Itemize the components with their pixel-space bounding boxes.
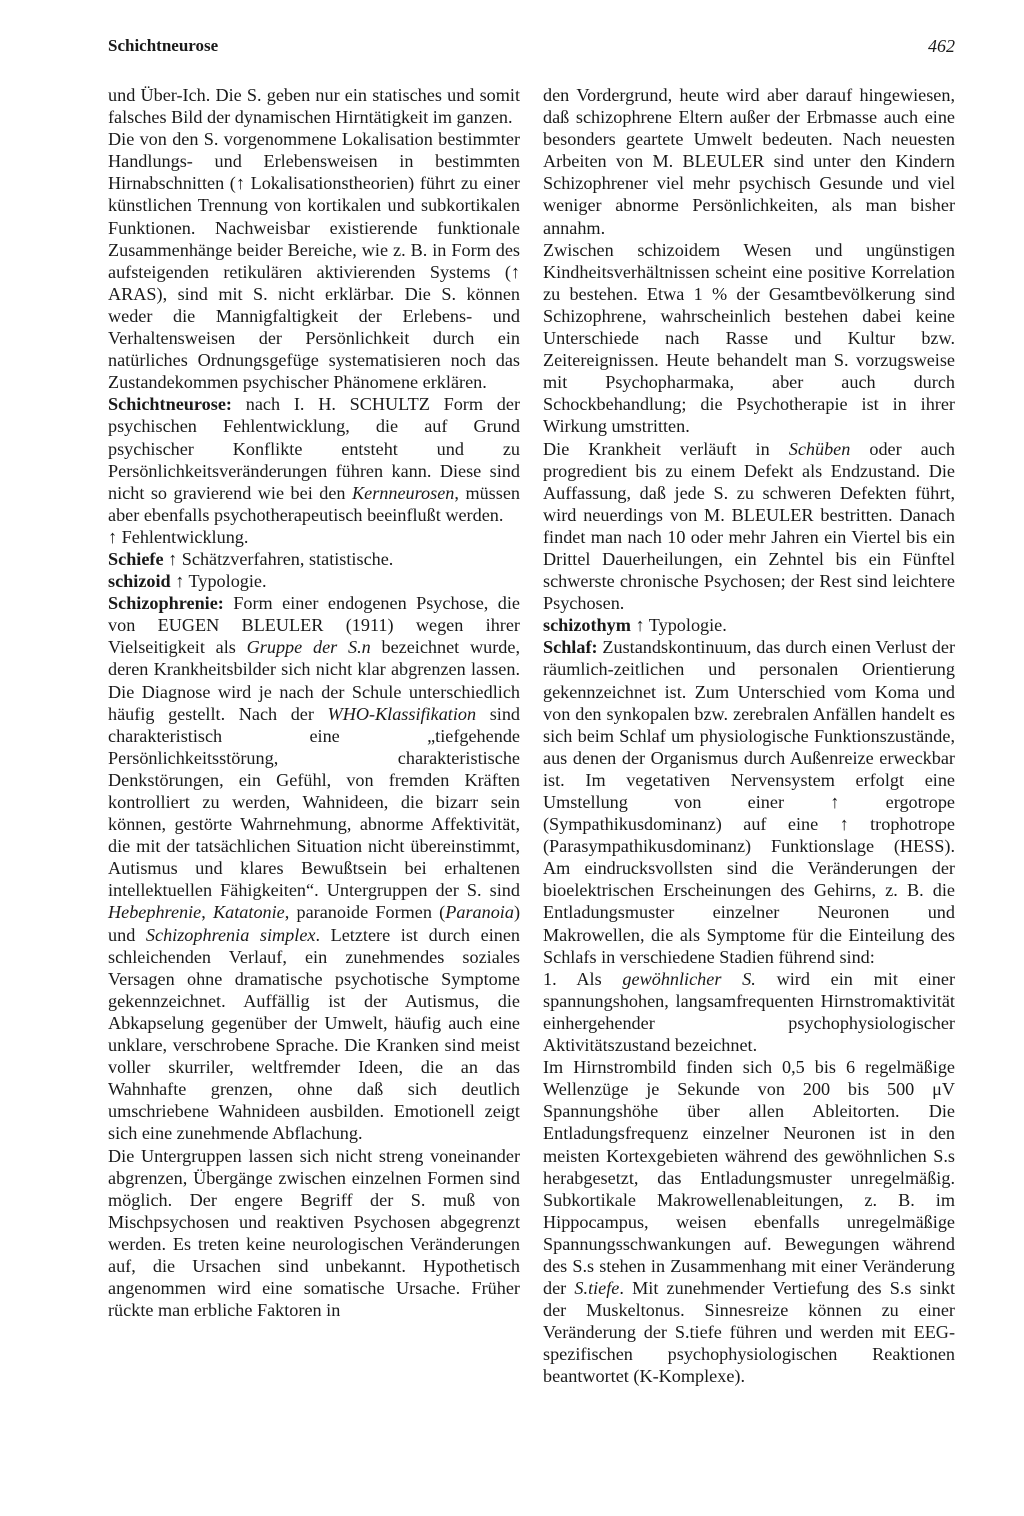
right-column (543, 84, 955, 1388)
entry-schlaf: Schlaf: Zustandskontinuum, das durch einen Verlust der räumlich-zeitlichen und personalen Orientierung gekennzeichnet ist. Zum Unterschied vom Koma und von den synkopalen bzw. zerebralen Anfällen handelt es sich beim Schlaf um physiologische Funktionszustände, aus denen der Organismus durch Außenreize erweckbar ist. Im vegetativen Nervensystem erfolgt eine Umstellung von einer ↑ ergotrope (Sympathikusdominanz) auf eine ↑ trophotrope (Parasympathikusdominanz) Funktionslage (HESS). Am eindrucksvollsten sind die Veränderungen der bioelektrischen Erscheinungen des Gehirns, z. B. die Entladungsmuster einzelner Neuronen und Makrowellen, die als Symptome für die Einteilung des Schlafs in verschiedene Stadien führend sind: (543, 637, 955, 967)
numbered-item: 1. Als gewöhnlicher S. wird ein mit einer spannungshohen, langsamfrequenten Hirnstromaktivität einhergehender psychophysiologischer Aktivitätszustand bezeichnet. (543, 968, 956, 1056)
entry-term: Schizophrenie: (108, 593, 224, 614)
entry-term: schizoid (108, 571, 171, 592)
paragraph: Die Krankheit verläuft in Schüben oder auch progredient bis zu einem Defekt als Endzustand. Die Auffassung, daß jede S. zu schweren Defekten führt, wird neuerdings von M. BLEULER bestritten. Danach findet man nach 10 oder mehr Jahren ein Viertel bis ein Drittel Dauerheilungen, ein Zehntel bis ein Fünftel schwerste chronische Psychosen; der Rest sind leichtere Psychosen. (543, 438, 956, 614)
cross-reference: ↑ Fehlentwicklung. (108, 526, 249, 547)
entry-schizophrenie: Schizophrenie: Form einer endogenen Psychose, die von EUGEN BLEULER (1911) wegen ihrer Vielseitigkeit als Gruppe der S.n bezeichnet wurde, deren Krankheitsbilder sich nicht klar abgrenzen lassen. Die Diagnose wird je nach der Schule unterschiedlich häufig gestellt. Nach der WHO-Klassifikation sind charakteristisch eine „tiefgehende Persönlichkeitsstörung, charakteristische Denkstörungen, ein Gefühl, von fremden Kräften kontrolliert zu werden, Wahnideen, die bizarr sein können, gestörte Wahrnehmung, abnorme Affektivität, die mit der tatsächlichen Situation nicht übereinstimmt, Autismus und klares Bewußtsein bei erhaltenen intellektuellen Fähigkeiten“. Untergruppen der S. sind Hebephrenie, Katatonie, paranoide Formen (Paranoia) und Schizophrenia simplex. Letztere ist durch einen schleichenden Verlauf, ein zunehmendes soziales Versagen ohne dramatische psychotische Symptome gekennzeichnet. Auffällig ist der Autismus, die Abkapselung gegenüber der Umwelt, häufig auch eine unklare, verschrobene Sprache. Die Kranken sind meist voller skurriler, weltfremder Ideen, die an das Wahnhafte grenzen, ohne daß sich deutlich umschriebene Wahnideen ausbilden. Emotionell zeigt sich eine zunehmende Abflachung. (108, 593, 521, 1144)
paragraph: Zwischen schizoidem Wesen und ungünstigen Kindheitsverhältnissen scheint eine positive Korrelation zu bestehen. Etwa 1 % der Gesamtbevölkerung sind Schizophrene, wahrscheinlich bestehen dabei keine Unterschiede nach Rasse und Kultur bzw. Zeitereignissen. Heute behandelt man S. vorzugsweise mit Psychopharmaka, aber auch durch Schockbehandlung; die Psychotherapie ist in ihrer Wirkung umstritten. (543, 239, 955, 437)
paragraph: Die Untergruppen lassen sich nicht streng voneinander abgrenzen, Übergänge zwischen einzelnen Formen sind möglich. Der engere Begriff der S. muß von Mischpsychosen und reaktiven Psychosen abgegrenzt werden. Es treten keine neurologischen Veränderungen auf, die Ursachen sind unbekannt. Hypothetisch angenommen wird eine somatische Ursache. Früher rückte man erbliche Faktoren in (108, 1145, 520, 1321)
page-number: 462 (928, 36, 955, 56)
entry-term: Schiefe (108, 548, 164, 569)
entry-schizoid: schizoid ↑ Typologie. (108, 571, 267, 592)
running-head: Schichtneurose (108, 36, 219, 55)
entry-term: Schlaf: (543, 637, 598, 658)
paragraph: den Vordergrund, heute wird aber darauf hingewiesen, daß schizophrene Eltern außer der Erbmasse auch eine besonders geartete Umwelt bedeuten. Nach neuesten Arbeiten von M. BLEULER sind unter den Kindern Schizophrener viel mehr psychisch Gesunde und viel weniger abnorme Persönlichkeiten, als man bisher annahm. (543, 85, 955, 238)
paragraph: Die von den S. vorgenommene Lokalisation bestimmter Handlungs- und Erlebensweisen in bestimmten Hirnabschnitten (↑ Lokalisationstheorien) führt zu einer künstlichen Trennung von kortikalen und subkortikalen Funktionen. Nachweisbar existierende funktionale Zusammenhänge beider Bereiche, wie z. B. in Form des aufsteigenden retikulären aktivierenden Systems (↑ ARAS), sind mit S. nicht erklärbar. Die S. können weder die Mannigfaltigkeit der Erlebens- und Verhaltensweisen der Persönlichkeit durch ein natürliches Ordnungsgefüge systematisieren noch das Zustandekommen psychischer Phänomene erklären. (108, 129, 520, 393)
paragraph: und Über-Ich. Die S. geben nur ein statisches und somit falsches Bild der dynamischen Hirntätigkeit im ganzen. (108, 85, 520, 128)
entry-term: schizothym (543, 615, 631, 636)
paragraph: Im Hirnstrombild finden sich 0,5 bis 6 regelmäßige Wellenzüge je Sekunde von 200 bis 500 μV Spannungshöhe über allen Ableitorten. Die Entladungsfrequenz einzelner Neuronen ist in den meisten Kortexgebieten während des gewöhnlichen S.s herabgesetzt, das Entladungsmuster unregelmäßig. Subkortikale Makrowellenableitungen, z. B. im Hippocampus, weisen ebenfalls unregelmäßige Spannungsschwankungen auf. Bewegungen während des S.s stehen in Zusammenhang mit einer Veränderung der S.tiefe. Mit zunehmender Vertiefung des S.s sinkt der Muskeltonus. Sinnesreize können zu einer Veränderung der S.tiefe führen und werden mit EEG-spezifischen psychophysiologischen Reaktionen beantwortet (K-Komplexe). (543, 1057, 956, 1387)
entry-schizothym: schizothym ↑ Typologie. (543, 615, 727, 636)
left-column (108, 84, 520, 1321)
entry-schichtneurose: Schichtneurose: nach I. H. SCHULTZ Form der psychischen Fehlentwicklung, die auf Grund psychischer Konflikte entsteht und zu Persönlichkeitsveränderungen führen kann. Diese sind nicht so gravierend wie bei den Kernneurosen, müssen aber ebenfalls psychotherapeutisch beeinflußt werden. (108, 394, 521, 525)
entry-term: Schichtneurose: (108, 394, 232, 415)
entry-schiefe: Schiefe ↑ Schätzverfahren, statistische. (108, 548, 394, 569)
